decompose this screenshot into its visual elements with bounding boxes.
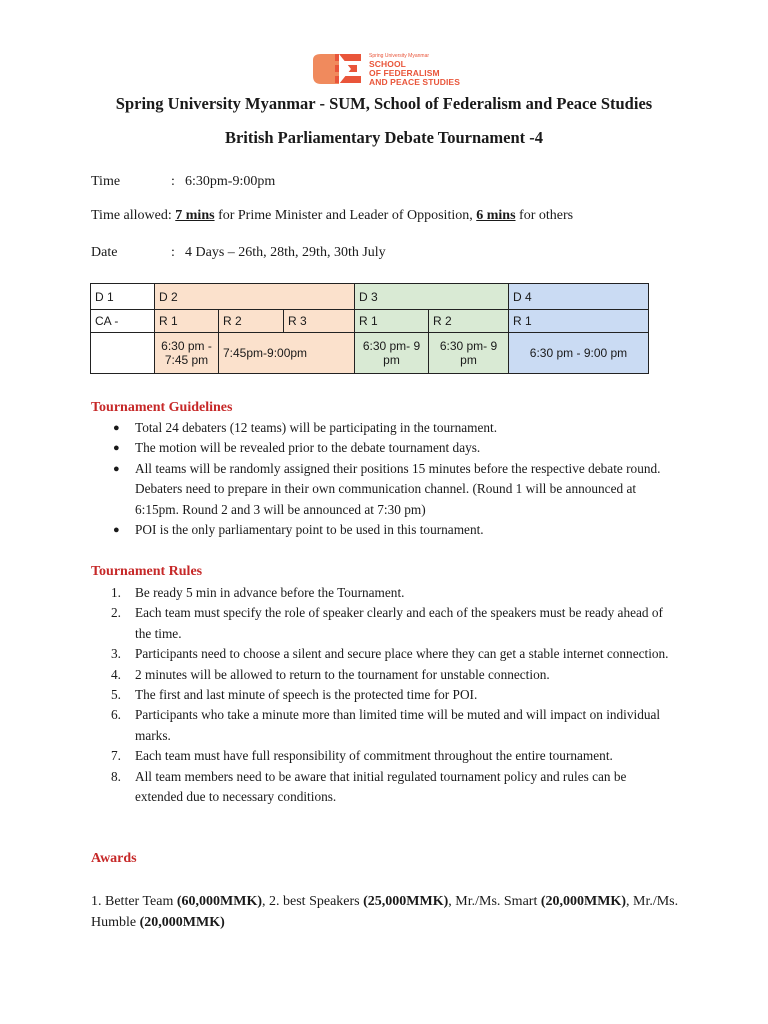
award-label: 1. Better Team	[91, 894, 177, 909]
time-allowed-label: Time allowed:	[91, 208, 172, 223]
logo-line3: AND PEACE STUDIES	[369, 77, 460, 87]
others-text: for others	[515, 208, 574, 223]
rules-title: Tournament Rules	[91, 564, 203, 579]
list-item: ● All teams will be randomly assigned their positions 15 minutes before the respective debate round. Debaters need to prepare in their own communication channel. (Round 1 will be announced at 6:15pm. Round 2 and 3 will be announced at 7:30 pm)	[113, 460, 661, 517]
list-item: 5. The first and last minute of speech is the protected time for POI.	[111, 687, 478, 703]
award-label: , 2. best Speakers	[262, 894, 364, 909]
days-row	[91, 284, 649, 310]
list-item: ● The motion will be revealed prior to the debate tournament days.	[113, 440, 481, 456]
times-row	[91, 333, 649, 374]
pm-text: for Prime Minister and Leader of Opposition,	[214, 208, 477, 223]
awards-title: Awards	[91, 851, 137, 866]
time-cell: 6:30 pm- 9 pm	[355, 333, 429, 374]
list-item: 2. Each team must specify the role of speaker clearly and each of the speakers must be ready ahead of the time.	[111, 605, 663, 641]
day-4: D 4	[509, 284, 649, 310]
time-cell: 7:45pm-9:00pm	[219, 333, 355, 374]
list-item: 1. Be ready 5 min in advance before the Tournament.	[111, 585, 405, 600]
logo-mark-icon	[309, 50, 367, 90]
day-1: D 1	[91, 284, 155, 310]
round-cell: R 1	[155, 310, 219, 333]
round-cell: R 1	[509, 310, 649, 333]
date-line	[91, 245, 386, 261]
list-item: 8. All team members need to be aware that initial regulated tournament policy and rules can be extended due to necessary conditions.	[111, 768, 627, 805]
date-label: Date	[91, 245, 118, 260]
time-allowed-line	[91, 208, 573, 224]
time-cell: 6:30 pm- 9 pm	[429, 333, 509, 374]
awards-text	[91, 891, 691, 933]
list-item: 7. Each team must have full responsibility of commitment throughout the entire tournament.	[111, 748, 613, 764]
list-item: 6. Participants who take a minute more than limited time will be muted and will impact on individual marks.	[111, 707, 661, 743]
time-label: Time	[91, 174, 121, 189]
others-mins: 6 mins	[476, 208, 516, 223]
rules-list	[91, 583, 671, 807]
guidelines-list	[91, 418, 671, 540]
award-amount: (60,000MMK)	[176, 894, 263, 909]
award-amount: (25,000MMK)	[363, 894, 449, 909]
pm-mins: 7 mins	[175, 208, 215, 223]
page-title: Spring University Myanmar - SUM, School of Federalism and Peace Studies	[115, 94, 653, 113]
time-cell: 6:30 pm - 7:45 pm	[155, 333, 219, 374]
list-item: 4. 2 minutes will be allowed to return to the tournament for unstable connection.	[111, 666, 550, 682]
page-subtitle: British Parliamentary Debate Tournament -4	[224, 128, 544, 147]
award-amount: (20,000MMK)	[139, 915, 225, 930]
time-cell: 6:30 pm - 9:00 pm	[509, 333, 649, 374]
logo-university: Spring University Myanmar	[369, 53, 430, 59]
round-cell: R 1	[355, 310, 429, 333]
d1-empty	[91, 333, 155, 374]
award-label: , Mr./Ms. Smart	[448, 894, 541, 909]
time-line	[91, 174, 275, 190]
date-value: 4 Days – 26th, 28th, 29th, 30th July	[185, 245, 386, 260]
round-cell: R 2	[219, 310, 284, 333]
guidelines-title: Tournament Guidelines	[91, 400, 233, 415]
award-amount: (20,000MMK)	[540, 894, 626, 909]
round-cell: R 3	[284, 310, 355, 333]
time-sep: :	[171, 174, 175, 189]
d1-ca: CA -	[91, 310, 155, 333]
day-3: D 3	[355, 284, 509, 310]
list-item: 3. Participants need to choose a silent and secure place where they can get a stable internet connection.	[111, 646, 669, 662]
school-logo	[309, 50, 479, 90]
list-item: ● Total 24 debaters (12 teams) will be participating in the tournament.	[113, 420, 498, 435]
day-2: D 2	[155, 284, 355, 310]
list-item: ● POI is the only parliamentary point to be used in this tournament.	[113, 522, 484, 538]
logo-line2: OF FEDERALISM	[369, 68, 440, 78]
rounds-row	[91, 310, 649, 333]
time-value: 6:30pm-9:00pm	[185, 174, 276, 189]
award-label: , Mr./Ms. Humble	[91, 894, 679, 930]
schedule-table	[90, 283, 649, 374]
date-sep: :	[171, 245, 175, 260]
logo-line1: SCHOOL	[369, 59, 406, 69]
round-cell: R 2	[429, 310, 509, 333]
